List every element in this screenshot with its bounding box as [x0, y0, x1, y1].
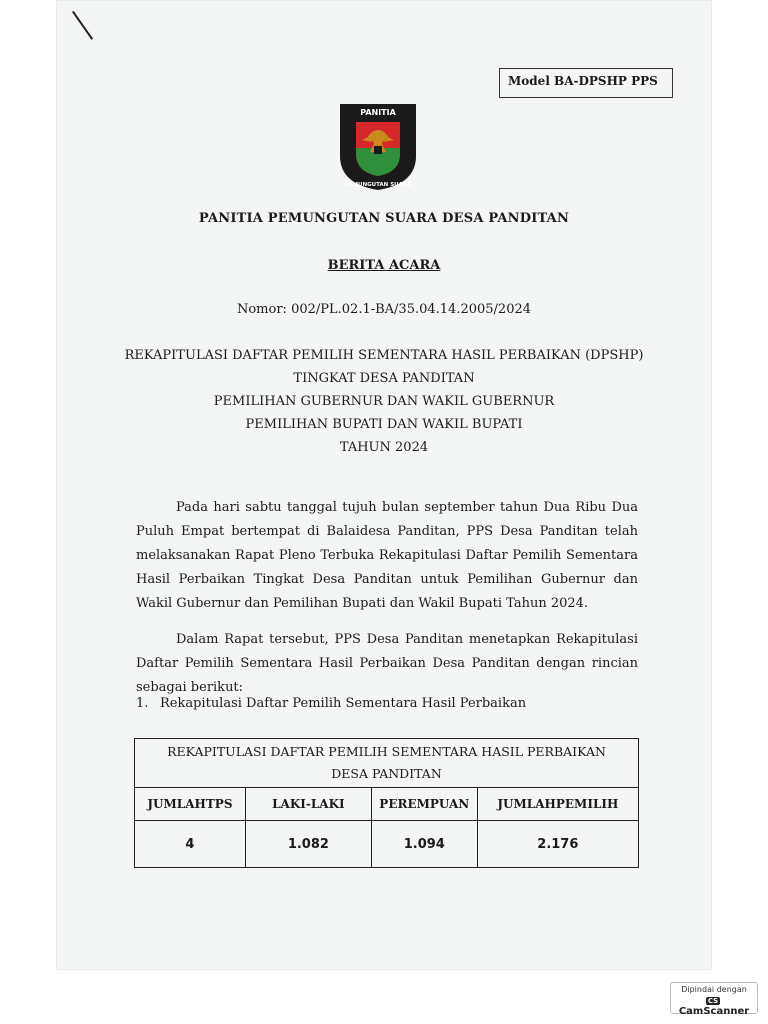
table-caption-line1: REKAPITULASI DAFTAR PEMILIH SEMENTARA HASIL PERBAIKAN — [167, 744, 606, 759]
opening-paragraph — [136, 496, 638, 616]
header-jumlah-tps: JUMLAHTPS — [135, 788, 246, 821]
list-item — [136, 696, 526, 711]
title-line: PEMILIHAN BUPATI DAN WAKIL BUPATI — [245, 417, 523, 432]
model-label-box: Model BA-DPSHP PPS — [499, 68, 673, 98]
doc-type-heading: BERITA ACARA — [327, 258, 441, 273]
opening-paragraph-text: Pada hari sabtu tanggal tujuh bulan september tahun Dua Ribu Dua Puluh Empat bertempat di Balaidesa Panditan, PPS Desa Panditan telah melaksanakan Rapat Pleno Terbuka Rekapitulasi Daftar Pemilih Sementara Hasil Perbaikan Tingkat Desa Panditan untuk Pemilihan Gubernur dan Wakil Gubernur dan Pemilihan Bupati dan Wakil Bupati Tahun 2024. — [136, 500, 638, 611]
title-line: PEMILIHAN GUBERNUR DAN WAKIL GUBERNUR — [213, 394, 555, 409]
camscanner-badge — [670, 982, 758, 1017]
camscanner-icon: CS — [707, 997, 719, 1005]
cell-perempuan: 1.094 — [371, 821, 477, 868]
decision-paragraph-text: Dalam Rapat tersebut, PPS Desa Panditan menetapkan Rekapitulasi Daftar Pemilih Sementara Hasil Perbaikan Desa Panditan dengan rincian sebagai berikut: — [136, 632, 638, 695]
doc-number: Nomor: 002/PL.02.1-BA/35.04.14.2005/2024 — [236, 302, 532, 317]
cell-jumlah-pemilih: 2.176 — [477, 821, 638, 868]
list-item-number: 1. — [136, 696, 149, 711]
recap-table — [134, 738, 639, 868]
cell-jumlah-tps: 4 — [135, 821, 246, 868]
document-title — [0, 344, 768, 459]
scanner-brand — [671, 995, 757, 1017]
header-perempuan: PEREMPUAN — [371, 788, 477, 821]
table-caption-line2: DESA PANDITAN — [331, 766, 442, 781]
table-caption — [135, 739, 639, 788]
org-title: PANITIA PEMUNGUTAN SUARA DESA PANDITAN — [198, 211, 570, 226]
list-item-text: Rekapitulasi Daftar Pemilih Sementara Hasil Perbaikan — [160, 696, 527, 711]
header-jumlah-pemilih: JUMLAHPEMILIH — [477, 788, 638, 821]
logo-text-bottom: PEMUNGUTAN SUARA — [344, 182, 412, 188]
title-line: REKAPITULASI DAFTAR PEMILIH SEMENTARA HASIL PERBAIKAN (DPSHP) — [124, 348, 644, 363]
title-line: TAHUN 2024 — [339, 440, 429, 455]
cell-laki-laki: 1.082 — [245, 821, 371, 868]
scanner-caption: Dipindai dengan — [681, 985, 747, 994]
header-laki-laki: LAKI-LAKI — [245, 788, 371, 821]
scanner-brand-text: CamScanner — [678, 1006, 750, 1017]
title-line: TINGKAT DESA PANDITAN — [293, 371, 475, 386]
decision-paragraph — [136, 628, 638, 700]
pps-logo — [336, 100, 420, 192]
table-row — [135, 821, 639, 868]
logo-text-top: PANITIA — [360, 108, 396, 117]
